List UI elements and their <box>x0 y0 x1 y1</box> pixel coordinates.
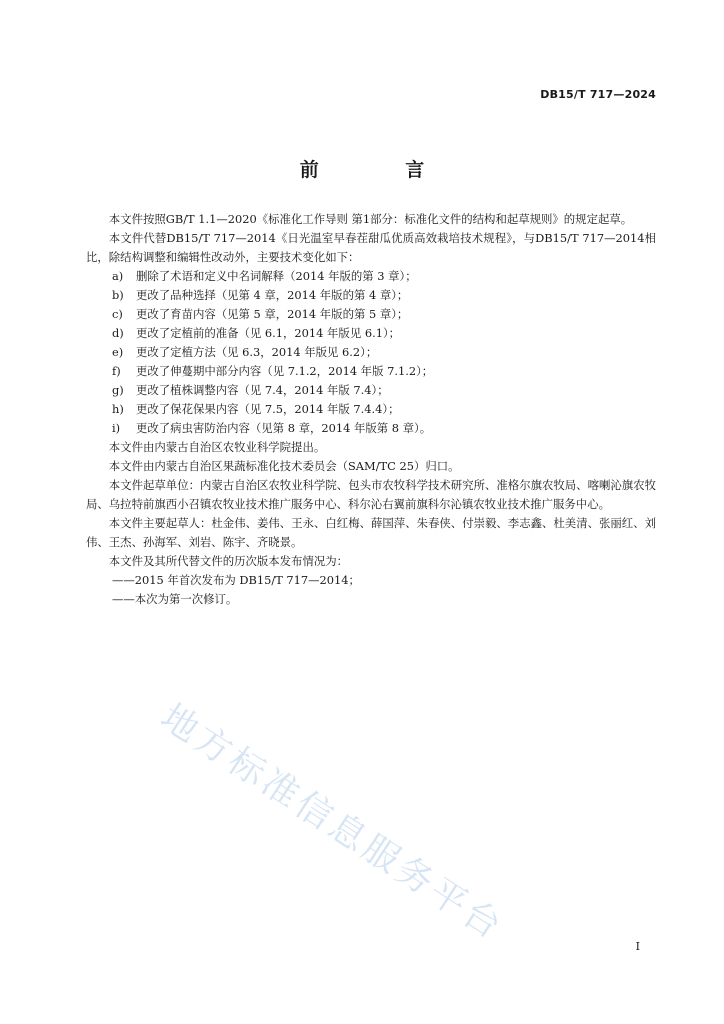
list-marker: e) <box>112 345 124 359</box>
list-item <box>86 381 656 400</box>
list-item-text: 更改了伸蔓期中部分内容（见 7.1.2，2014 年版 7.1.2）； <box>136 364 434 378</box>
watermark: 地方标准信息服务平台 <box>153 696 512 949</box>
list-marker: d) <box>112 326 124 340</box>
list-item <box>86 267 656 286</box>
paragraph-drafters: 本文件主要起草人：杜金伟、姜伟、王永、白红梅、薛国萍、朱春侠、付崇毅、李志鑫、杜美清、张丽红、刘伟、王杰、孙海军、刘岩、陈宇、齐晓景。 <box>86 516 656 549</box>
list-item <box>86 362 656 381</box>
list-item-text: 更改了定植方法（见 6.3，2014 年版见 6.2）； <box>136 345 378 359</box>
paragraph-history-intro: 本文件及其所代替文件的历次版本发布情况为： <box>108 554 349 568</box>
paragraph-committee: 本文件由内蒙古自治区果蔬标准化技术委员会（SAM/TC 25）归口。 <box>108 459 460 473</box>
list-marker: h) <box>112 402 124 416</box>
list-marker: g) <box>112 383 124 397</box>
list-marker: a) <box>112 269 124 283</box>
list-item <box>86 343 656 362</box>
list-marker: c) <box>112 307 123 321</box>
list-item-text: 更改了病虫害防治内容（见第 8 章，2014 年版第 8 章）。 <box>136 421 432 435</box>
list-item-text: 更改了品种选择（见第 4 章，2014 年版的第 4 章）； <box>136 288 409 302</box>
list-item-text: 删除了术语和定义中名词解释（2014 年版的第 3 章）； <box>136 269 417 283</box>
foreword-body <box>86 210 656 609</box>
changes-list <box>86 267 656 438</box>
list-item <box>86 400 656 419</box>
list-item-text: 更改了植株调整内容（见 7.4，2014 年版 7.4）； <box>136 383 389 397</box>
paragraph-proposer: 本文件由内蒙古自治区农牧业科学院提出。 <box>108 440 326 454</box>
list-marker: i) <box>112 421 121 435</box>
list-item <box>86 286 656 305</box>
standard-code: DB15/T 717—2024 <box>540 88 656 101</box>
paragraph-drafting-units: 本文件起草单位：内蒙古自治区农牧业科学院、包头市农牧科学技术研究所、准格尔旗农牧局、喀喇沁旗农牧局、乌拉特前旗西小召镇农牧业技术推广服务中心、科尔沁右翼前旗科尔沁镇农牧业技术推广服务中心。 <box>86 478 656 511</box>
history-item: ——本次为第一次修订。 <box>112 592 238 606</box>
list-item-text: 更改了保花保果内容（见 7.5，2014 年版 7.4.4）； <box>136 402 400 416</box>
history-item: ——2015 年首次发布为 DB15/T 717—2014； <box>112 573 360 587</box>
list-item-text: 更改了育苗内容（见第 5 章，2014 年版的第 5 章）； <box>136 307 409 321</box>
list-item <box>86 419 656 438</box>
page-number: I <box>635 940 640 953</box>
list-item-text: 更改了定植前的准备（见 6.1，2014 年版见 6.1）； <box>136 326 401 340</box>
list-item <box>86 305 656 324</box>
list-marker: b) <box>112 288 124 302</box>
page-title: 前 言 <box>299 159 465 181</box>
list-item <box>86 324 656 343</box>
paragraph-replacement: 本文件代替DB15/T 717—2014《日光温室早春茬甜瓜优质高效栽培技术规程》，与DB15/T 717—2014相比，除结构调整和编辑性改动外，主要技术变化如下： <box>86 231 656 264</box>
list-marker: f) <box>112 364 121 378</box>
paragraph-drafting-rule: 本文件按照GB/T 1.1—2020《标准化工作导则 第1部分：标准化文件的结构和起草规则》的规定起草。 <box>108 212 633 226</box>
